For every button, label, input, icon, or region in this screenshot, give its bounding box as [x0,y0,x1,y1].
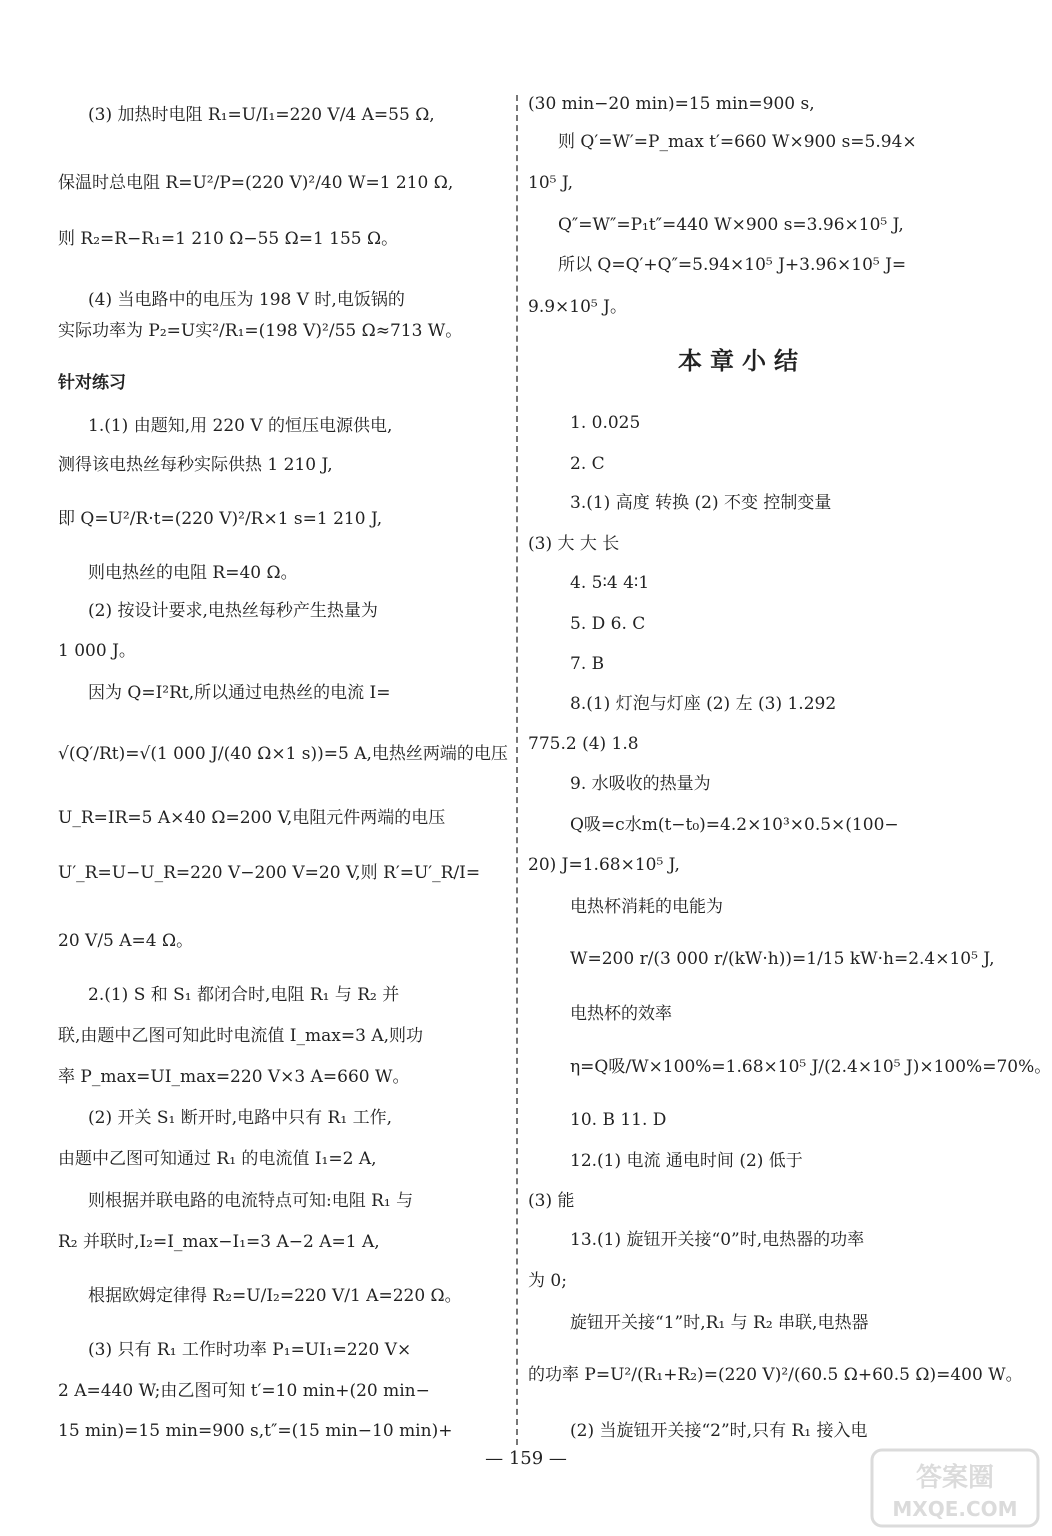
right-line: W=200 r/(3 000 r/(kW·h))=1/15 kW·h=2.4×10⁵ J, [570,949,995,969]
left-line: 联,由题中乙图可知此时电流值 I_max=3 A,则功 [58,1026,424,1046]
left-line: U_R=IR=5 A×40 Ω=200 V,电阻元件两端的电压 [58,808,446,828]
left-line: 针对练习 [58,373,126,393]
left-line: 由题中乙图可知通过 R₁ 的电流值 I₁=2 A, [58,1149,377,1169]
right-line: 旋钮开关接“1”时,R₁ 与 R₂ 串联,电热器 [570,1313,869,1333]
left-line: 测得该电热丝每秒实际供热 1 210 J, [58,455,333,475]
left-line: 则 R₂=R−R₁=1 210 Ω−55 Ω=1 155 Ω。 [58,229,399,249]
left-line: U′_R=U−U_R=220 V−200 V=20 V,则 R′=U′_R/I= [58,863,481,883]
left-line: 1 000 J。 [58,641,136,661]
right-line: 9.9×10⁵ J。 [528,297,627,317]
right-line: 3.(1) 高度 转换 (2) 不变 控制变量 [570,493,832,513]
left-line: 15 min)=15 min=900 s,t″=(15 min−10 min)+ [58,1421,453,1441]
left-line: √(Q′/Rt)=√(1 000 J/(40 Ω×1 s))=5 A,电热丝两端的电压 [58,744,508,764]
right-line: 775.2 (4) 1.8 [528,734,639,754]
right-line: 20) J=1.68×10⁵ J, [528,855,680,875]
right-line: 的功率 P=U²/(R₁+R₂)=(220 V)²/(60.5 Ω+60.5 Ω)=400 W。 [528,1365,1023,1385]
left-line: 实际功率为 P₂=U实²/R₁=(198 V)²/55 Ω≈713 W。 [58,321,463,341]
right-line: 2. C [570,454,605,474]
left-line: 率 P_max=UI_max=220 V×3 A=660 W。 [58,1067,410,1087]
left-line: (2) 开关 S₁ 断开时,电路中只有 R₁ 工作, [88,1108,392,1128]
right-line: 5. D 6. C [570,614,646,634]
svg-text:MXQE.COM: MXQE.COM [892,1497,1018,1521]
right-line: (3) 大 大 长 [528,534,620,554]
right-line: 10. B 11. D [570,1110,667,1130]
right-line: 9. 水吸收的热量为 [570,774,711,794]
right-line: Q″=W″=P₁t″=440 W×900 s=3.96×10⁵ J, [558,215,904,235]
left-line: R₂ 并联时,I₂=I_max−I₁=3 A−2 A=1 A, [58,1232,380,1252]
left-line: 1.(1) 由题知,用 220 V 的恒压电源供电, [88,416,393,436]
right-line: 电热杯消耗的电能为 [570,897,723,917]
left-line: 则电热丝的电阻 R=40 Ω。 [88,563,298,583]
left-line: 2 A=440 W;由乙图可知 t′=10 min+(20 min− [58,1381,430,1401]
svg-text:答案圈: 答案圈 [915,1463,995,1493]
right-line: 13.(1) 旋钮开关接“0”时,电热器的功率 [570,1230,865,1250]
left-line: 即 Q=U²/R·t=(220 V)²/R×1 s=1 210 J, [58,509,383,529]
right-line: 1. 0.025 [570,413,641,433]
watermark-logo [870,1448,1040,1528]
right-line: (3) 能 [528,1191,575,1211]
left-line: (4) 当电路中的电压为 198 V 时,电饭锅的 [88,290,405,310]
column-divider [516,95,518,1445]
right-line: 7. B [570,654,605,674]
left-line: 2.(1) S 和 S₁ 都闭合时,电阻 R₁ 与 R₂ 并 [88,985,400,1005]
right-line: 4. 5∶4 4∶1 [570,573,650,593]
right-line: (2) 当旋钮开关接“2”时,只有 R₁ 接入电 [570,1421,868,1441]
right-line: 电热杯的效率 [570,1004,672,1024]
right-line: Q吸=c水m(t−t₀)=4.2×10³×0.5×(100− [570,815,899,835]
right-line: 为 0; [528,1271,567,1291]
left-line: (2) 按设计要求,电热丝每秒产生热量为 [88,601,378,621]
left-line: 因为 Q=I²Rt,所以通过电热丝的电流 I= [88,683,391,703]
right-line: 10⁵ J, [528,173,574,193]
left-line: 保温时总电阻 R=U²/P=(220 V)²/40 W=1 210 Ω, [58,173,454,193]
right-line: η=Q吸/W×100%=1.68×10⁵ J/(2.4×10⁵ J)×100%=70%。 [570,1057,1052,1077]
right-line: 所以 Q=Q′+Q″=5.94×10⁵ J+3.96×10⁵ J= [558,255,907,275]
right-line: (30 min−20 min)=15 min=900 s, [528,94,815,114]
left-line: 则根据并联电路的电流特点可知:电阻 R₁ 与 [88,1191,414,1211]
left-line: (3) 加热时电阻 R₁=U/I₁=220 V/4 A=55 Ω, [88,105,435,125]
right-line: 则 Q′=W′=P_max t′=660 W×900 s=5.94× [558,132,917,152]
right-line: 8.(1) 灯泡与灯座 (2) 左 (3) 1.292 [570,694,837,714]
right-line: 12.(1) 电流 通电时间 (2) 低于 [570,1151,803,1171]
left-line: (3) 只有 R₁ 工作时功率 P₁=UI₁=220 V× [88,1340,412,1360]
left-line: 根据欧姆定律得 R₂=U/I₂=220 V/1 A=220 Ω。 [88,1286,462,1306]
page-number: — 159 — [485,1448,567,1469]
section-title: 本章小结 [678,347,806,375]
left-line: 20 V/5 A=4 Ω。 [58,931,194,951]
